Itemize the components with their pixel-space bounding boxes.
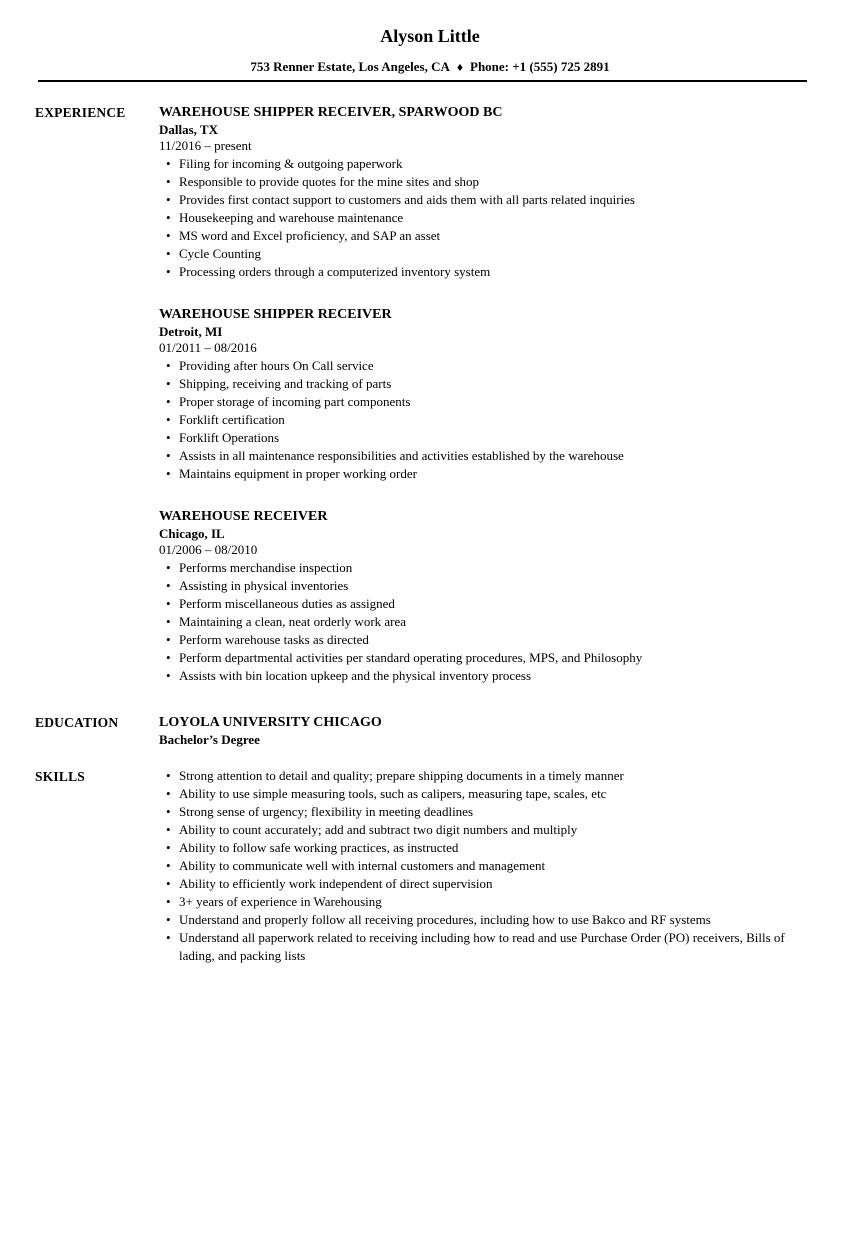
contact-line [0, 60, 860, 74]
bullet-item: • Performs merchandise inspection [179, 559, 812, 577]
skills-content [159, 767, 812, 965]
bullet-item: • MS word and Excel proficiency, and SAP an asset [179, 227, 812, 245]
job-entry [159, 507, 812, 685]
job-dates: 01/2006 – 08/2010 [159, 542, 258, 557]
job-dates: 01/2011 – 08/2016 [159, 340, 257, 355]
job-bullet-list [159, 357, 812, 483]
education-label: EDUCATION [35, 715, 119, 730]
education-content [159, 713, 812, 747]
job-bullet-list [159, 155, 812, 281]
bullet-item: • Filing for incoming & outgoing paperwork [179, 155, 812, 173]
bullet-item: • Provides first contact support to customers and aids them with all parts related inquiries [179, 191, 812, 209]
contact-phone: Phone: +1 (555) 725 2891 [470, 59, 610, 74]
bullet-item: • Housekeeping and warehouse maintenance [179, 209, 812, 227]
section-experience [0, 103, 860, 685]
section-education [0, 713, 860, 747]
bullet-item: • Responsible to provide quotes for the mine sites and shop [179, 173, 812, 191]
job-bullet-list [159, 559, 812, 685]
bullet-item: • Shipping, receiving and tracking of parts [179, 375, 812, 393]
skills-label: SKILLS [35, 769, 85, 784]
bullet-item: • Maintains equipment in proper working order [179, 465, 812, 483]
bullet-item: • Perform departmental activities per standard operating procedures, MPS, and Philosophy [179, 649, 812, 667]
bullet-item: • 3+ years of experience in Warehousing [179, 893, 812, 911]
job-location: Dallas, TX [159, 122, 218, 137]
bullet-item: • Proper storage of incoming part components [179, 393, 812, 411]
bullet-item: • Forklift certification [179, 411, 812, 429]
diamond-icon: ♦ [456, 60, 463, 74]
bullet-item: • Assisting in physical inventories [179, 577, 812, 595]
bullet-item: • Ability to communicate well with internal customers and management [179, 857, 812, 875]
bullet-item: • Ability to efficiently work independent of direct supervision [179, 875, 812, 893]
job-title: WAREHOUSE SHIPPER RECEIVER, SPARWOOD BC [159, 105, 503, 120]
skills-bullet-list [159, 767, 812, 965]
bullet-item: • Forklift Operations [179, 429, 812, 447]
job-entry [159, 103, 812, 281]
bullet-item: • Perform miscellaneous duties as assigned [179, 595, 812, 613]
header-divider [38, 80, 807, 82]
candidate-name: Alyson Little [380, 26, 480, 46]
job-location: Chicago, IL [159, 526, 225, 541]
bullet-item: • Assists with bin location upkeep and the physical inventory process [179, 667, 812, 685]
job-dates: 11/2016 – present [159, 138, 252, 153]
resume-header [0, 27, 860, 82]
bullet-item: • Understand and properly follow all receiving procedures, including how to use Bakco and RF systems [179, 911, 812, 929]
degree-name: Bachelor’s Degree [159, 732, 260, 747]
contact-address: 753 Renner Estate, Los Angeles, CA [250, 59, 450, 74]
bullet-item: • Processing orders through a computerized inventory system [179, 263, 812, 281]
school-name: LOYOLA UNIVERSITY CHICAGO [159, 715, 382, 730]
bullet-item: • Strong sense of urgency; flexibility in meeting deadlines [179, 803, 812, 821]
bullet-item: • Assists in all maintenance responsibilities and activities established by the warehouse [179, 447, 812, 465]
bullet-item: • Ability to use simple measuring tools, such as calipers, measuring tape, scales, etc [179, 785, 812, 803]
job-title: WAREHOUSE RECEIVER [159, 509, 328, 524]
bullet-item: • Ability to follow safe working practices, as instructed [179, 839, 812, 857]
job-location: Detroit, MI [159, 324, 223, 339]
bullet-item: • Providing after hours On Call service [179, 357, 812, 375]
bullet-item: • Strong attention to detail and quality; prepare shipping documents in a timely manner [179, 767, 812, 785]
bullet-item: • Understand all paperwork related to receiving including how to read and use Purchase Order (PO) receivers, Bills of lading, and packing lists [179, 929, 812, 965]
bullet-item: • Cycle Counting [179, 245, 812, 263]
section-skills [0, 767, 860, 965]
experience-label: EXPERIENCE [35, 105, 126, 120]
bullet-item: • Ability to count accurately; add and subtract two digit numbers and multiply [179, 821, 812, 839]
job-title: WAREHOUSE SHIPPER RECEIVER [159, 307, 392, 322]
bullet-item: • Maintaining a clean, neat orderly work area [179, 613, 812, 631]
job-entry [159, 305, 812, 483]
bullet-item: • Perform warehouse tasks as directed [179, 631, 812, 649]
experience-content [159, 103, 812, 685]
